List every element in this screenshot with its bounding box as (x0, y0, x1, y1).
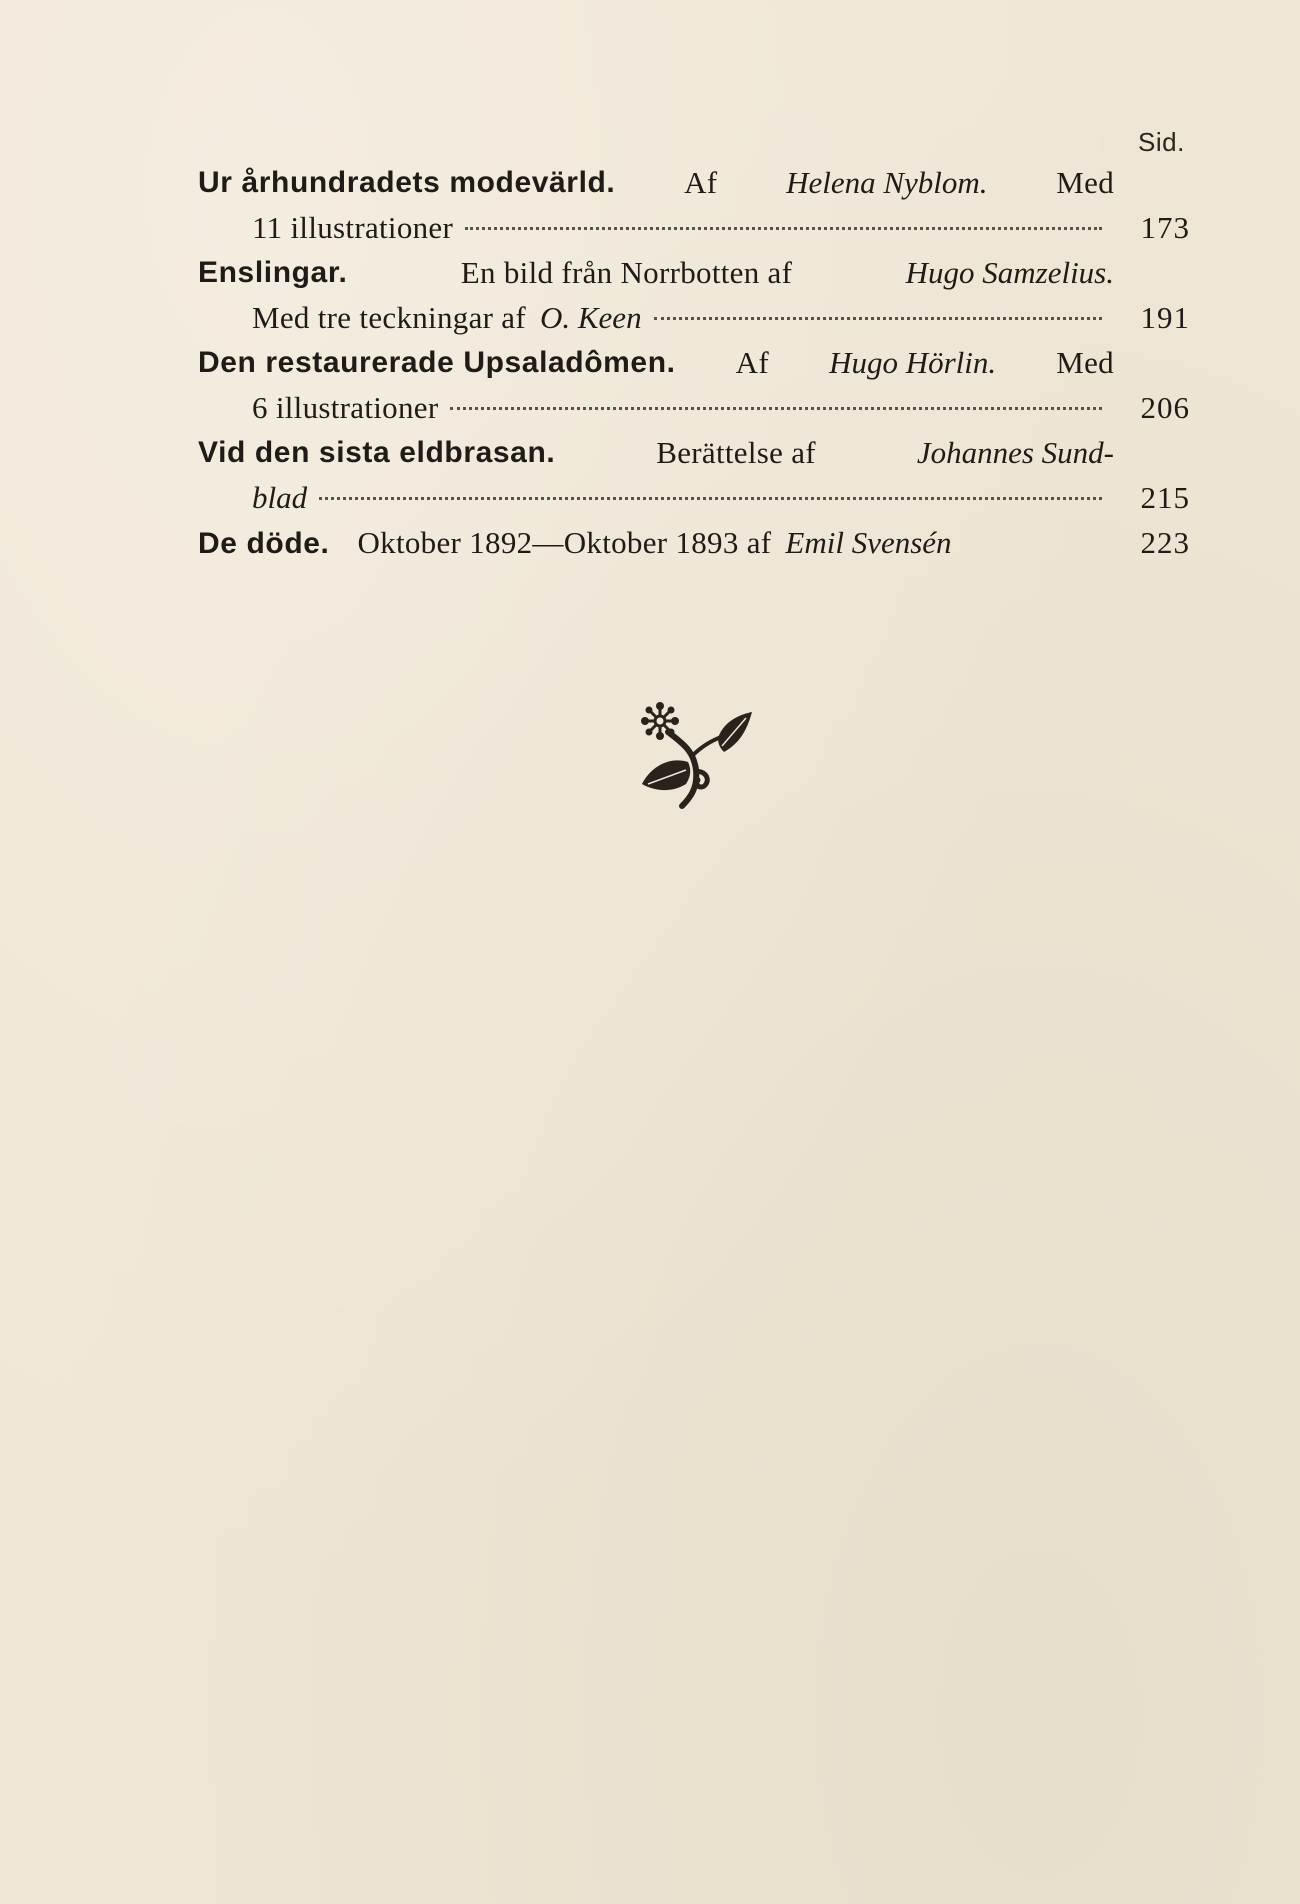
entry-text: Med (1056, 165, 1114, 200)
page-number: 173 (1140, 210, 1190, 245)
toc-entry-heading (198, 430, 1114, 475)
page-number: 215 (1140, 480, 1190, 515)
dot-leader (654, 317, 1102, 320)
entry-text: Med (1056, 345, 1114, 380)
toc-entry-line (198, 385, 1190, 430)
entry-continuation: 6 illustrationer (252, 390, 439, 425)
page-number: 206 (1140, 390, 1190, 425)
entry-author: Helena Nyblom. (786, 165, 988, 200)
dot-leader (465, 227, 1102, 230)
entry-text: Oktober 1892—Oktober 1893 af (357, 525, 772, 560)
toc-entry-line (198, 160, 1190, 205)
entry-text: Af (684, 165, 718, 200)
toc-entry-line (198, 520, 1190, 565)
page-column-label: Sid. (1138, 127, 1185, 157)
toc-entry-heading (198, 160, 1114, 205)
entry-text: Af (735, 345, 769, 380)
page-number: 223 (1140, 525, 1190, 560)
entry-author: Emil Svensén (785, 525, 952, 560)
entry-title: Ur århundradets modevärld. (198, 166, 616, 199)
table-of-contents (198, 160, 1190, 565)
entry-author: Hugo Hörlin. (829, 345, 997, 380)
entry-author: Johannes Sund- (916, 435, 1114, 470)
floral-vignette-icon (638, 700, 754, 820)
toc-entry-line (198, 295, 1190, 340)
toc-entry-line (198, 340, 1190, 385)
entry-author: blad (252, 480, 308, 515)
entry-continuation: Med tre teckningar af (252, 300, 526, 335)
entry-text: En bild från Norrbotten af (460, 255, 793, 290)
page-number: 191 (1140, 300, 1190, 335)
entry-title: Den restaurerade Upsaladômen. (198, 346, 676, 379)
toc-entry-line (198, 475, 1190, 520)
entry-author: Hugo Samzelius. (905, 255, 1114, 290)
toc-entry-line (198, 205, 1190, 250)
entry-title: De döde. (198, 527, 330, 560)
entry-continuation: 11 illustrationer (252, 210, 454, 245)
toc-entry-heading (198, 340, 1114, 385)
entry-author: O. Keen (539, 300, 642, 335)
entry-title: Vid den sista eldbrasan. (198, 436, 556, 469)
toc-entry-heading (198, 250, 1114, 295)
dot-leader (450, 407, 1102, 410)
entry-title: Enslingar. (198, 256, 348, 289)
dot-leader (319, 497, 1102, 500)
toc-entry-line (198, 250, 1190, 295)
entry-text: Berättelse af (656, 435, 816, 470)
toc-entry-line (198, 430, 1190, 475)
